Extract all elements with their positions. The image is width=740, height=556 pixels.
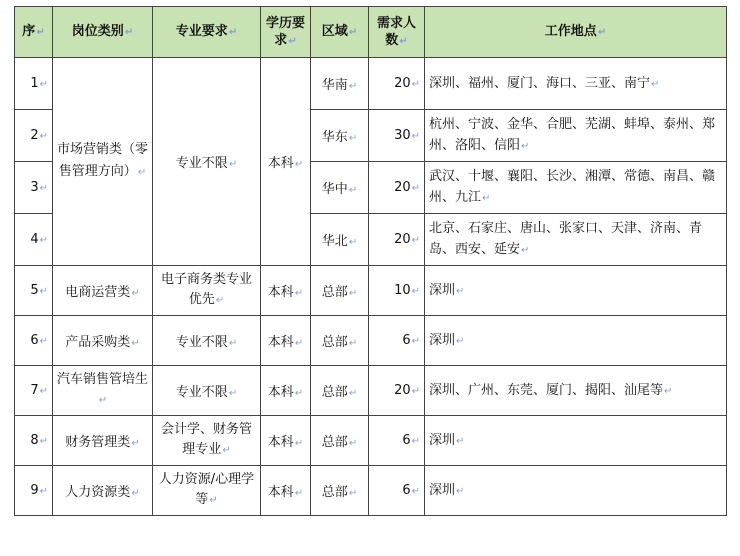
row-category: 人力资源类↵	[53, 466, 153, 516]
row-no: 1↵	[15, 58, 53, 110]
row-category: 产品采购类↵	[53, 316, 153, 366]
row-location: 深圳↵	[425, 416, 727, 466]
header-education: 学历要求↵	[261, 7, 311, 58]
header-row	[15, 7, 727, 58]
table-row	[15, 366, 727, 416]
row-no: 8↵	[15, 416, 53, 466]
row-major: 专业不限↵	[153, 366, 261, 416]
row-count: 6↵	[369, 416, 425, 466]
row-no: 3↵	[15, 162, 53, 214]
row-no: 9↵	[15, 466, 53, 516]
recruitment-table-wrapper	[14, 6, 727, 516]
row-count: 20↵	[369, 214, 425, 266]
row-no: 4↵	[15, 214, 53, 266]
row-no: 6↵	[15, 316, 53, 366]
row-education: 本科↵	[261, 416, 311, 466]
header-location: 工作地点↵	[425, 7, 727, 58]
row-location: 深圳↵	[425, 466, 727, 516]
row-education: 本科↵	[261, 58, 311, 266]
row-count: 10↵	[369, 266, 425, 316]
row-no: 2↵	[15, 110, 53, 162]
row-count: 30↵	[369, 110, 425, 162]
row-region: 总部↵	[311, 316, 369, 366]
header-region: 区域↵	[311, 7, 369, 58]
row-location: 深圳↵	[425, 316, 727, 366]
table-row	[15, 316, 727, 366]
recruitment-table	[14, 6, 727, 516]
row-no: 5↵	[15, 266, 53, 316]
row-major: 人力资源/心理学等↵	[153, 466, 261, 516]
row-major: 专业不限↵	[153, 58, 261, 266]
row-count: 6↵	[369, 466, 425, 516]
row-location: 深圳↵	[425, 266, 727, 316]
table-row	[15, 466, 727, 516]
row-major: 会计学、财务管理专业↵	[153, 416, 261, 466]
row-count: 6↵	[369, 316, 425, 366]
row-count: 20↵	[369, 58, 425, 110]
table-row	[15, 266, 727, 316]
row-region: 华南↵	[311, 58, 369, 110]
row-region: 华北↵	[311, 214, 369, 266]
row-count: 20↵	[369, 162, 425, 214]
header-no: 序↵	[15, 7, 53, 58]
row-major: 电子商务类专业优先↵	[153, 266, 261, 316]
row-location: 北京、石家庄、唐山、张家口、天津、济南、青岛、西安、延安↵	[425, 214, 727, 266]
row-category: 财务管理类↵	[53, 416, 153, 466]
row-location: 武汉、十堰、襄阳、长沙、湘潭、常德、南昌、赣州、九江↵	[425, 162, 727, 214]
row-count: 20↵	[369, 366, 425, 416]
header-count: 需求人数↵	[369, 7, 425, 58]
row-region: 总部↵	[311, 266, 369, 316]
row-education: 本科↵	[261, 466, 311, 516]
row-location: 杭州、宁波、金华、合肥、芜湖、蚌埠、泰州、郑州、洛阳、信阳↵	[425, 110, 727, 162]
row-major: 专业不限↵	[153, 316, 261, 366]
row-region: 总部↵	[311, 416, 369, 466]
row-region: 总部↵	[311, 466, 369, 516]
table-row	[15, 416, 727, 466]
row-no: 7↵	[15, 366, 53, 416]
row-category: 汽车销售管培生↵	[53, 366, 153, 416]
row-location: 深圳、福州、厦门、海口、三亚、南宁↵	[425, 58, 727, 110]
row-category: 电商运营类↵	[53, 266, 153, 316]
row-education: 本科↵	[261, 266, 311, 316]
row-region: 总部↵	[311, 366, 369, 416]
row-region: 华中↵	[311, 162, 369, 214]
header-category: 岗位类别↵	[53, 7, 153, 58]
row-education: 本科↵	[261, 366, 311, 416]
row-education: 本科↵	[261, 316, 311, 366]
header-major: 专业要求↵	[153, 7, 261, 58]
row-location: 深圳、广州、东莞、厦门、揭阳、汕尾等↵	[425, 366, 727, 416]
row-region: 华东↵	[311, 110, 369, 162]
table-row	[15, 58, 727, 110]
row-category: 市场营销类（零售管理方向）↵	[53, 58, 153, 266]
